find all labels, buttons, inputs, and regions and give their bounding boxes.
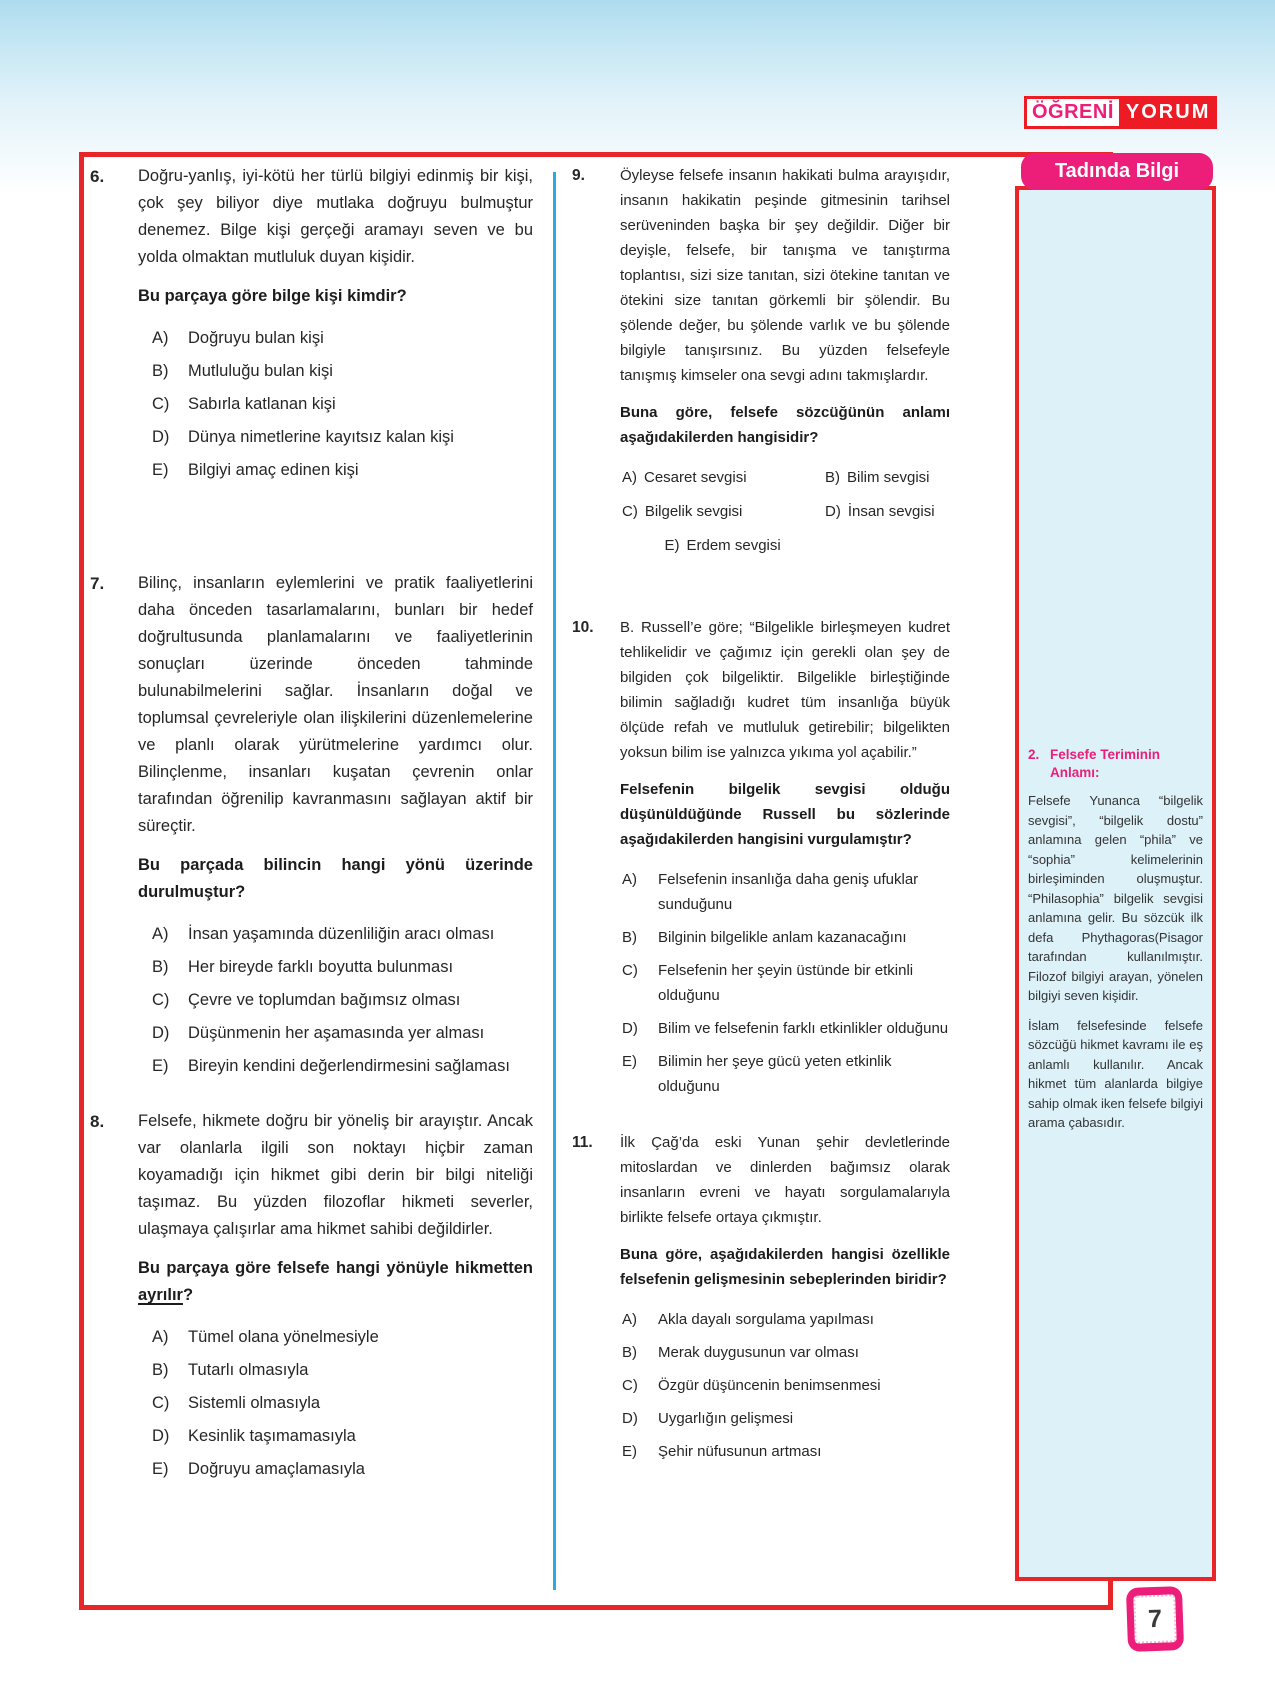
option-letter: B) [152,1361,169,1379]
question-11 [572,1130,950,1472]
option-a [152,325,533,352]
sidebar-heading-text: Felsefe Teriminin Anlamı: [1050,747,1161,780]
option-text: Düşünmenin her aşamasında yer alması [188,1024,485,1042]
option-letter: C) [622,1377,638,1394]
option-text: Uygarlığın gelişmesi [658,1410,794,1427]
sidebar-info-box [1015,186,1216,1581]
question-number: 11. [572,1134,593,1151]
option-text: Sabırla katlanan kişi [188,395,336,413]
option-d [825,499,935,524]
option-letter: D) [152,1024,170,1042]
option-text: Tutarlı olmasıyla [188,1361,309,1379]
question-7 [90,570,533,1086]
option-c [152,1390,533,1417]
brand-logo-yorum: YORUM [1125,101,1211,123]
option-letter: E) [622,1053,637,1070]
option-letter: A) [152,925,169,943]
option-text: Özgür düşüncenin benimsenmesi [658,1377,881,1394]
option-letter: D) [152,1427,170,1445]
option-d [152,424,533,451]
option-text: İnsan sevgisi [847,503,935,520]
question-prompt: Bu parçada bilincin hangi yönü üzerinde durulmuştur? [138,856,533,901]
option-a [152,921,533,948]
question-number: 7. [90,574,105,593]
option-letter: D) [152,428,170,446]
prompt-text: Bu parçaya göre felsefe hangi yönüyle hikmetten [138,1259,533,1277]
option-text: Kesinlik taşımamasıyla [188,1427,356,1445]
option-b [152,954,533,981]
option-text: Merak duygusunun var olması [658,1344,859,1361]
option-letter: B) [152,362,169,380]
option-letter: A) [152,329,169,347]
option-letter: D) [622,1020,638,1037]
option-letter: A) [152,1328,169,1346]
option-c [622,958,950,1008]
option-c [622,1373,950,1398]
option-text: Bilim ve felsefenin farklı etkinlikler olduğunu [658,1020,949,1037]
option-text: Bireyin kendini değerlendirmesini sağlaması [188,1057,510,1075]
question-body: Öyleyse felsefe insanın hakikati bulma arayışıdır, insanın hakikatin peşinde gitmesinin tarihsel serüveninden başka bir şey değildir. Diğer bir deyişle, felsefe, bir tanışma ve tanıştırma toplantısı, sizi size tanıtan, sizi ötekine tanıtan ve ötekini size tanıtan görkemli bir şölendir. Bu şölende değer, bu şölende varlık ve bu şölende bilgiyle tanışırsınız. Bu yüzden felsefeyle tanışmış kimseler ona sevgi adını takmışlardır. [620,167,950,384]
option-text: Bilgiyi amaç edinen kişi [188,461,359,479]
option-text: Tümel olana yönelmesiyle [188,1328,379,1346]
option-a [622,1307,950,1332]
option-letter: C) [152,1394,170,1412]
question-body: Doğru-yanlış, iyi-kötü her türlü bilgiyi edinmiş bir kişi, çok şey biliyor diye mutlaka doğruyu bulmuştur denemez. Bilge kişi gerçeği aramayı seven ve bu yolda olmaktan mutluluk duyan kişidir. [138,167,533,266]
question-10 [572,615,950,1107]
question-options [152,921,533,1080]
option-a [622,867,950,917]
question-body: B. Russell’e göre; “Bilgelikle birleşmeyen kudret tehlikelidir ve çağımız için gerekli olan şey de bilgiden çok bilgeliktir. Bilgelikle birleştiğinde bilimin sağladığı kudret tüm insanlığa büyük ölçüde refah ve mutluluk getirebilir; bilgelikten yoksun bilim ise yalnızca yıkıma yol açabilir.” [620,619,950,761]
sidebar-heading-number: 2. [1028,747,1040,762]
option-text: Dünya nimetlerine kayıtsız kalan kişi [188,428,454,446]
brand-logo [1024,96,1217,129]
option-b [622,1340,950,1365]
option-text: Bilimin her şeye gücü yeten etkinlik olduğunu [658,1053,892,1095]
questions-panel [79,152,1113,1610]
question-options [622,1307,950,1464]
option-d [152,1020,533,1047]
option-text: Bilim sevgisi [847,469,930,486]
brand-logo-ogreni: ÖĞRENİ [1027,99,1119,126]
option-letter: C) [152,991,170,1009]
sidebar-title: Tadında Bilgi [1054,160,1180,182]
option-letter: E) [152,461,169,479]
question-6 [90,163,533,490]
option-text: Bilgelik sevgisi [644,503,743,520]
column-divider [553,172,556,1590]
option-text: Felsefenin her şeyin üstünde bir etkinli olduğunu [658,962,914,1004]
option-letter: C) [622,503,638,520]
option-a [622,465,825,490]
question-number: 8. [90,1112,105,1131]
page-number-badge [1126,1586,1184,1652]
option-letter: E) [152,1057,169,1075]
option-e [152,457,533,484]
option-letter: B) [622,1344,637,1361]
option-b [825,465,930,490]
option-c [152,391,533,418]
option-text: Doğruyu amaçlamasıyla [188,1460,365,1478]
sidebar-heading [1028,746,1203,782]
option-letter: B) [152,958,169,976]
sidebar-paragraph: İslam felsefesinde felsefe sözcüğü hikmet kavramı ile eş anlamlı kullanılır. Ancak hikmet tüm alanlarda bilgiye sahip olmak iken felsefe bilgiyi arama çabasıdır. [1028,1017,1203,1130]
question-number: 9. [572,167,585,184]
option-text: Cesaret sevgisi [644,469,747,486]
page-number: 7 [1133,1594,1177,1643]
option-letter: E) [152,1460,169,1478]
option-e [622,1049,950,1099]
option-text: İnsan yaşamında düzenliliğin aracı olması [188,925,495,943]
option-text: Doğruyu bulan kişi [188,329,324,347]
option-letter: E) [664,537,680,554]
option-letter: B) [622,929,637,946]
option-b [152,1357,533,1384]
question-number: 6. [90,167,105,186]
option-text: Her bireyde farklı boyutta bulunması [188,958,454,976]
prompt-underlined-word: ayrılır [138,1286,183,1304]
option-letter: A) [622,871,637,888]
option-text: Akla dayalı sorgulama yapılması [658,1311,874,1328]
option-d [622,1016,950,1041]
option-letter: D) [825,503,841,520]
option-letter: E) [622,1443,637,1460]
option-text: Şehir nüfusunun artması [658,1443,822,1460]
sidebar-paragraph: Felsefe Yunanca “bilgelik sevgisi”, “bilgelik dostu” anlamına gelen “phila” ve “sophia” kelimelerinin birleşiminden oluşmuştur. “Philasophia” bilgelik sevgisi anlamına gelir. Bu sözcük ilk defa Phythagoras(Pisagor tarafından kullanılmıştır. Filozof bilgiyi arayan, yönelen bilgiyi seven kişidir. [1028,793,1203,1003]
question-body: Felsefe, hikmete doğru bir yöneliş bir arayıştır. Ancak var olanlarla ilgili son noktayı hiçbir zaman koyamadığı için hikmet gibi derin bir bilgi niteliği taşımaz. Bu yüzden filozoflar hikmeti severler, ulaşmaya çalışırlar ama hikmet sahibi değildirler. [138,1112,533,1238]
option-letter: C) [622,962,638,979]
question-body: Bilinç, insanların eylemlerini ve pratik faaliyetlerini daha önceden tasarlamalarını, bunları bir hedef doğrultusunda planlamalarını ve faaliyetlerinin sonuçları üzerinde önceden tahminde bulunabilmelerini sağlar. İnsanların doğal ve toplumsal çevreleriyle olan ilişkilerini düzenlemelerine ve planlı olarak yürütmelerine yardımcı olur. Bilinçlenme, insanları kuşatan çevrenin onlar tarafından öğrenilip kavranmasını sağlayan aktif bir süreçtir. [138,574,533,835]
option-letter: C) [152,395,170,413]
option-c [622,499,825,524]
question-body: İlk Çağ’da eski Yunan şehir devletlerinde mitoslardan ve dinlerden bağımsız olarak insanların evreni ve hayatı sorgulamalarıyla birlikte felsefe ortaya çıkmıştır. [620,1134,950,1226]
question-options [152,325,533,484]
question-options [152,1324,533,1483]
question-prompt: Bu parçaya göre bilge kişi kimdir? [138,287,407,305]
option-text: Mutluluğu bulan kişi [188,362,333,380]
option-text: Çevre ve toplumdan bağımsız olması [188,991,461,1009]
option-e [622,1439,950,1464]
option-e [152,1456,533,1483]
option-b [622,925,950,950]
sidebar-title-pill [1021,153,1213,190]
option-letter: D) [622,1410,638,1427]
question-number: 10. [572,619,594,636]
question-prompt: Buna göre, aşağıdakilerden hangisi özellikle felsefenin gelişmesinin sebeplerinden biridir? [620,1246,950,1288]
question-prompt [138,1255,533,1309]
option-text: Felsefenin insanlığa daha geniş ufuklar sunduğunu [658,871,919,913]
question-prompt: Felsefenin bilgelik sevgisi olduğu düşünüldüğünde Russell bu sözlerinde aşağıdakilerden hangisini vurgulamıştır? [620,781,950,848]
option-e [152,1053,533,1080]
option-d [622,1406,950,1431]
prompt-text: ? [182,1286,194,1304]
option-e [665,533,868,558]
option-letter: B) [825,469,840,486]
question-9 [572,163,950,567]
question-8 [90,1108,533,1489]
option-letter: A) [622,469,637,486]
option-text: Bilginin bilgelikle anlam kazanacağını [658,929,907,946]
question-prompt: Buna göre, felsefe sözcüğünün anlamı aşağıdakilerden hangisidir? [620,404,950,446]
option-text: Erdem sevgisi [686,537,781,554]
question-options [622,465,950,558]
option-c [152,987,533,1014]
option-d [152,1423,533,1450]
question-options [622,867,950,1099]
option-text: Sistemli olmasıyla [188,1394,321,1412]
option-letter: A) [622,1311,637,1328]
option-b [152,358,533,385]
option-a [152,1324,533,1351]
